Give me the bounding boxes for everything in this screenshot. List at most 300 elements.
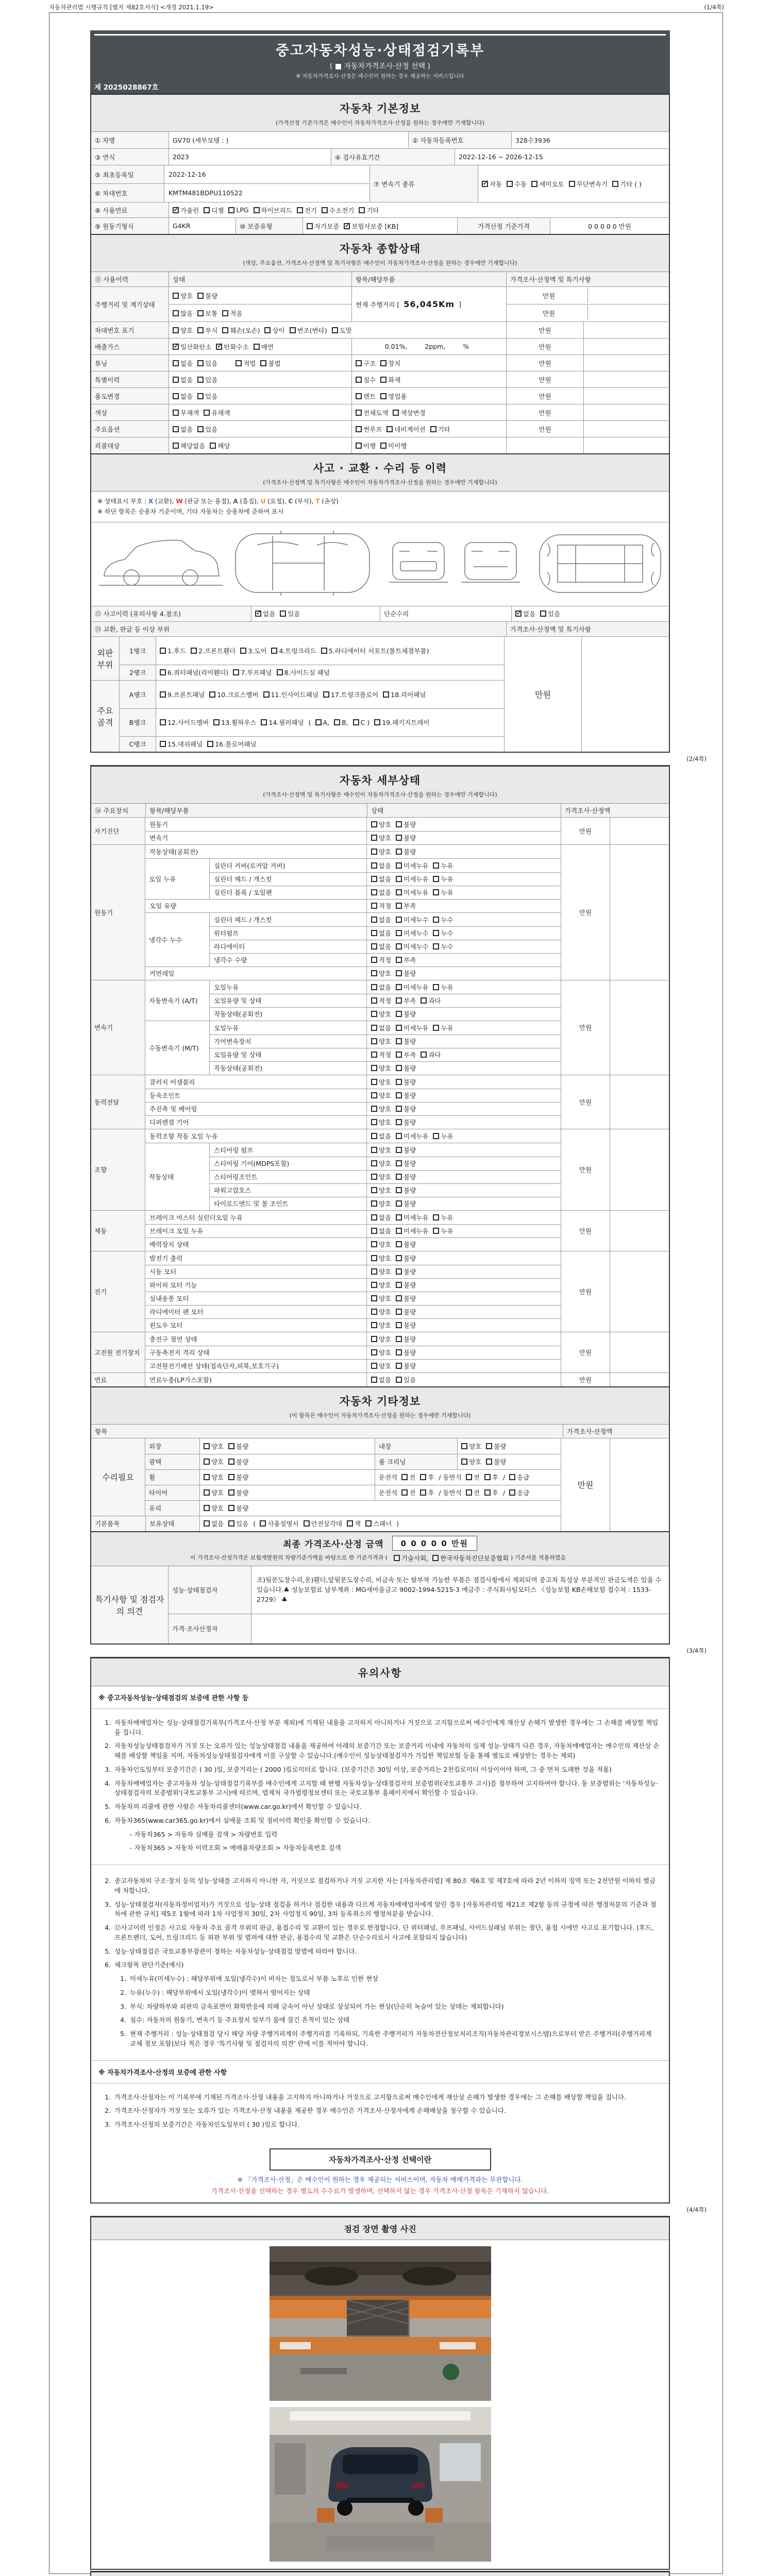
- checkbox: [396, 955, 416, 964]
- checkbox-label: 네비게이션: [394, 425, 426, 433]
- checkbox-box-icon: [396, 1255, 402, 1261]
- checkbox: [401, 1488, 415, 1497]
- checkbox: [197, 392, 217, 401]
- checkbox-box-icon: [380, 377, 386, 383]
- checkbox-box-icon: [396, 997, 402, 1004]
- checkbox-label: 구조: [363, 359, 376, 367]
- checkbox: [290, 326, 327, 335]
- checkbox-box-icon: [486, 1459, 492, 1465]
- checkbox-box-icon: [228, 207, 234, 213]
- checkbox-label: 없음: [379, 861, 392, 870]
- checkbox-box-icon: [371, 1187, 377, 1193]
- checkbox: [433, 874, 453, 884]
- document-subtitle: ( ■ 자동차가격조사·산정 선택 ): [329, 62, 431, 71]
- checkbox-label: 변조(변타): [297, 326, 327, 334]
- checkbox: [396, 874, 428, 884]
- item-label: 스티어링조인트: [210, 1171, 367, 1183]
- checkbox-box-icon: [396, 1309, 402, 1315]
- group-label: 전기: [91, 1251, 145, 1332]
- etc-title: 자동차 기타정보: [339, 1395, 421, 1408]
- checkbox-box-icon: [396, 1106, 402, 1112]
- checkbox-box-icon: [356, 360, 362, 366]
- checkbox: [260, 1519, 298, 1528]
- checkbox-box-icon: [396, 970, 402, 976]
- status-checks: [367, 1089, 561, 1102]
- checkbox-box-icon: [356, 393, 362, 399]
- interior-checks: [457, 1438, 561, 1454]
- checkbox-box-icon: [371, 1038, 377, 1044]
- checkbox: [160, 718, 209, 727]
- checkbox-box-icon: [433, 1214, 439, 1221]
- inspection-photo-rear-view: [270, 2407, 491, 2562]
- notice-text: 미세누유(미세누수) : 해당부위에 오일(냉각수)이 비치는 정도로서 부품 노후로 인한 현상: [130, 1975, 379, 1983]
- checkbox: [228, 1457, 248, 1466]
- status-checks: [367, 994, 561, 1007]
- checkbox-box-icon: [393, 410, 399, 416]
- final-appraisal-label: 최종 가격조사·산정 금액: [283, 1539, 384, 1550]
- checkbox-label: 양호: [379, 1308, 392, 1316]
- checkbox-label: 양호: [211, 1504, 224, 1513]
- checkbox-label: 8.사이드실 패널: [284, 669, 330, 677]
- notice-number: 1.: [105, 1718, 111, 1726]
- page1-box: [90, 93, 670, 753]
- notice-item: [98, 1718, 660, 1738]
- recall-checks: [169, 437, 351, 453]
- checkbox-box-icon: [371, 903, 377, 909]
- checkbox-box-icon: [484, 1474, 491, 1480]
- notice-text: 가격조사·산정자가 거짓 또는 오류가 있는 가격조사·산정 내용을 제공한 경우 매수인은 가격조사·산정자에게 손해배상을 청구할 수 있습니다.: [114, 2107, 506, 2115]
- vehicle-diagram-svg: [91, 524, 671, 602]
- status-checks: [367, 1171, 561, 1183]
- base-price-value: 0 0 0 0 0 만원: [550, 218, 669, 234]
- vin-row: [91, 183, 369, 202]
- checkbox-box-icon: [396, 1214, 402, 1221]
- checkbox-box-icon: [420, 1474, 426, 1480]
- row-mileage: [91, 286, 669, 321]
- tuning-checks: [169, 355, 351, 371]
- warranty-label: ⑩ 보증유형: [236, 218, 303, 234]
- checkbox: [322, 206, 354, 215]
- checkbox: [371, 1117, 391, 1127]
- checkbox-box-icon: [209, 691, 215, 698]
- checkbox-box-icon: [236, 360, 242, 366]
- checkbox: [371, 1050, 391, 1059]
- checkbox: [396, 996, 416, 1005]
- row-tire: [145, 1485, 561, 1500]
- emission-checks: [169, 338, 351, 354]
- base-price-label: 가격산정 기준가격: [457, 218, 550, 234]
- checkbox-box-icon: [173, 393, 179, 399]
- notice-item: [98, 2106, 660, 2116]
- col-item: 항목/해당부품: [351, 272, 506, 286]
- checkbox-box-icon: [371, 1147, 377, 1153]
- status-checks: [367, 967, 561, 980]
- checkbox-label: 불량: [494, 1442, 507, 1450]
- checkbox-box-icon: [396, 1377, 402, 1383]
- checkbox-box-icon: [371, 997, 377, 1004]
- checkbox-label: 불량: [404, 1064, 416, 1073]
- checkbox-box-icon: [484, 1489, 491, 1496]
- text-run: (: [253, 1519, 256, 1528]
- vehicle-diagram: [91, 522, 669, 606]
- notice-text: 침수: 자동차의 원동기, 변속기 등 주요장치 일부가 물에 잠긴 흔적이 있는 상태: [130, 2016, 350, 2024]
- opinion-table: [91, 1566, 669, 1643]
- text-run: 현재 주행거리 [: [356, 300, 400, 309]
- etc-band: [91, 1386, 669, 1425]
- legend-line-1: [97, 496, 663, 506]
- checkbox-label: 양호: [180, 326, 193, 334]
- item-label: 작동상태(공회전): [210, 1008, 367, 1021]
- detail-title: 자동차 세부상태: [339, 774, 421, 787]
- accident-band: [91, 453, 669, 492]
- status-checks: [367, 818, 561, 831]
- checkbox-label: 누유: [441, 1227, 453, 1235]
- checkbox-label: 부족: [404, 902, 416, 910]
- repair-group: [91, 1438, 561, 1516]
- checkbox-label: 기술사회,: [401, 1554, 429, 1562]
- sub-group-label: 냉각수 누수: [145, 913, 210, 967]
- checkbox: [209, 690, 258, 699]
- checkbox-box-icon: [271, 648, 277, 654]
- checkbox-box-icon: [371, 1363, 377, 1369]
- checkbox-label: 기타: [438, 425, 450, 433]
- checkbox: [359, 206, 379, 215]
- item-label: 충전구 절연 상태: [145, 1332, 367, 1346]
- checkbox-box-icon: [396, 1025, 402, 1031]
- checkbox: [204, 408, 230, 417]
- checkbox-box-icon: [433, 889, 439, 895]
- inspector-label: 성능·상태점검자: [169, 1566, 251, 1614]
- tuning-label: 튜닝: [91, 355, 169, 371]
- checkbox-label: 불량: [236, 1489, 249, 1497]
- checkbox-label: 없음: [180, 425, 193, 433]
- status-checks: [367, 1238, 561, 1251]
- notice-number: 3.: [105, 1900, 111, 1908]
- price-unit: 만원: [506, 388, 583, 404]
- checkbox-box-icon: [396, 1065, 402, 1071]
- group-engine: [91, 844, 669, 980]
- checkbox-label: 없음: [379, 889, 392, 897]
- item-label: 구동축전지 격리 상태: [145, 1346, 367, 1359]
- checkbox-box-icon: [531, 181, 537, 187]
- checkbox-box-icon: [160, 669, 166, 675]
- checkbox-label: 1.후드: [167, 647, 187, 655]
- checkbox-label: 적정: [379, 956, 392, 964]
- checkbox: [396, 1226, 428, 1235]
- notice-number: 3.: [105, 2121, 111, 2129]
- checkbox-label: 17.트렁크플로어: [330, 690, 379, 699]
- warranty-notice-list: [91, 1709, 669, 1865]
- special-checks: [169, 371, 351, 387]
- status-checks: [367, 1360, 561, 1372]
- checkbox: [356, 359, 376, 368]
- usage-label: 용도변경: [91, 388, 169, 404]
- checkbox: [433, 888, 453, 897]
- notice-text: 자동차인도일부터 보증기간은 ( 30 )일, 보증거리는 ( 2000 )킬로미터로 합니다. (보증기간은 30일 이상, 보증거리는 2천킬로미터 이상이어야 하며, 그 중 먼저 도래한 것을 적용): [114, 1765, 612, 1773]
- legend-symbol: C: [288, 498, 293, 505]
- checkbox: [383, 690, 426, 699]
- checkbox-label: 있음: [205, 425, 218, 433]
- exterior-checks: [199, 1438, 375, 1454]
- checkbox-box-icon: [263, 691, 270, 698]
- notice-number: 4.: [120, 2016, 126, 2024]
- checkbox-box-icon: [228, 1459, 234, 1465]
- checkbox-box-icon: [396, 1228, 402, 1234]
- checkbox-box-icon: [396, 835, 402, 841]
- checkbox-box-icon: [371, 1241, 377, 1247]
- notice-number: [114, 1830, 126, 1840]
- col-appraisal: 가격조사·산정액: [561, 804, 669, 817]
- checkbox-box-icon: [371, 1200, 377, 1207]
- text-run: ]: [459, 300, 461, 308]
- checkbox-label: 미세누수: [404, 929, 429, 938]
- checkbox-label: 많음: [180, 309, 193, 317]
- checkbox-box-icon: [191, 648, 197, 654]
- notice-number: 5.: [105, 1803, 111, 1811]
- document-header: [90, 30, 670, 93]
- status-checks: [367, 1021, 561, 1035]
- checkbox-box-icon: [307, 223, 313, 229]
- simple-repair-checks: [511, 606, 669, 621]
- notice-text: 성능·상태점검자(자동차정비업자)가 거짓으로 성능·상태 점검을 하거나 점검한 내용과 다르게 자동차매매업자에게 알린 경우 [자동차관리법 제21조 제2항 등의 규정에 따른 행정처분의 기준과 절차에 관한 규칙] 제5조 1항에 따라 1차 사업정지 30일, 2차 사업정지 90일, 3차 등록취소의 행정처분을 받습니다.: [114, 1900, 657, 1918]
- checkbox-box-icon: [197, 293, 204, 299]
- checkbox-box-icon: [396, 849, 402, 855]
- row-reg-vin-trans: [91, 165, 669, 202]
- exchange-note: [581, 637, 669, 752]
- checkbox-label: 수소전기: [329, 206, 355, 214]
- rankA-label: A랭크: [120, 681, 156, 708]
- checkbox-label: 유채색: [211, 409, 230, 417]
- item-label: 오일 유량: [145, 900, 367, 912]
- note-cell: [610, 1211, 669, 1251]
- checkbox-label: 15.대쉬패널: [167, 740, 203, 749]
- checkbox-box-icon: [509, 1489, 515, 1496]
- checkbox-label: 불량: [404, 1010, 416, 1019]
- detail-note: (가격조사·산정액 및 특기사항은 매수인이 자동차가격조사·산정을 원하는 경우에만 기재합니다): [263, 791, 497, 798]
- item-label: 실린더 커버(로커암 커버): [210, 859, 367, 872]
- checkbox-label: 누유: [441, 875, 453, 884]
- checkbox: [433, 1131, 453, 1141]
- checkbox: [280, 609, 300, 618]
- checkbox-box-icon: [204, 410, 210, 416]
- checkbox-box-icon: [173, 410, 179, 416]
- item-label: 동력조향 작동 오일 누유: [145, 1129, 367, 1143]
- checkbox: [173, 425, 193, 434]
- notice-text: 체크항목 판단기준(예시): [114, 1961, 184, 1969]
- checkbox-box-icon: [233, 669, 239, 675]
- recall-label: 리콜대상: [91, 437, 169, 453]
- checkbox-checked: [344, 222, 398, 231]
- checkbox-box-icon: [160, 741, 166, 747]
- checkbox: [396, 888, 428, 897]
- checkbox-box-icon: [173, 426, 179, 432]
- checkbox-box-icon: [197, 327, 204, 333]
- checkbox-box-icon: [344, 223, 350, 229]
- fuel-checks: [169, 202, 669, 217]
- checkbox-box-icon: [371, 889, 377, 895]
- checkbox: [569, 179, 608, 189]
- notice-text: 부식: 차량하부와 외판의 금속표면이 화학반응에 의해 금속이 아닌 상태로 상실되어 가는 현상(단순히 녹슬어 있는 상태는 제외합니다): [130, 2002, 504, 2010]
- checkbox: [396, 1117, 416, 1127]
- notice-item: [98, 2120, 660, 2130]
- notice-number: 2.: [105, 2107, 111, 2115]
- checkbox: [204, 1503, 224, 1513]
- price-unit: 만원: [561, 845, 610, 980]
- law-reference: 자동차관리법 시행규칙 [별지 제82호서식] <개정 2021.1.19>: [49, 4, 214, 11]
- checkbox: [254, 206, 292, 215]
- text-run: 0.01%,: [384, 343, 408, 350]
- group-label: 조향: [91, 1129, 145, 1210]
- checkbox: [321, 646, 429, 655]
- status-checks: [367, 1129, 561, 1143]
- exchange-header-price: 가격조사·산정액 및 특기사항: [506, 622, 669, 636]
- item-label: 커먼레일: [145, 967, 367, 980]
- checkbox: [371, 874, 391, 884]
- etc-table: [91, 1425, 669, 1531]
- checkbox-box-icon: [371, 1160, 377, 1166]
- checkbox-box-icon: [356, 443, 362, 449]
- row-recall: [91, 437, 669, 453]
- checkbox: [433, 982, 453, 992]
- group-high-voltage: [91, 1332, 669, 1372]
- checkbox: [540, 609, 560, 618]
- checkbox: [394, 1553, 428, 1563]
- checkbox: [356, 375, 376, 384]
- checkbox: [420, 1472, 434, 1482]
- checkbox-box-icon: [322, 207, 328, 213]
- simple-repair-label: 단순수리: [380, 606, 511, 621]
- checkbox: [173, 375, 193, 384]
- notice-number: [114, 1843, 126, 1853]
- price-unit: 만원: [561, 980, 610, 1075]
- notices-box: [90, 1657, 670, 2204]
- checkbox-box-icon: [260, 1520, 266, 1527]
- text-run: /: [502, 1473, 506, 1481]
- row-glass: [145, 1500, 561, 1516]
- rankB-row: [120, 708, 504, 736]
- status-checks: [367, 1048, 561, 1061]
- group-label: 고전원 전기장치: [91, 1332, 145, 1372]
- usage-checks: [169, 388, 351, 404]
- checkbox-box-icon: [173, 310, 179, 316]
- checkbox: [433, 915, 453, 924]
- notice-number: 3.: [105, 1765, 111, 1773]
- notice-number: 3.: [120, 2002, 126, 2010]
- price-unit: 만원: [561, 1129, 610, 1210]
- checkbox-box-icon: [371, 1295, 377, 1301]
- checkbox: [160, 690, 205, 699]
- row-usage-change: [91, 387, 669, 404]
- note-cell: [583, 322, 669, 338]
- checkbox: [486, 1442, 506, 1451]
- checkbox-label: 없음: [523, 610, 536, 618]
- price-unit: 만원: [506, 371, 583, 387]
- wheel-position-checks: [375, 1470, 561, 1485]
- checkbox-box-icon: [540, 611, 546, 617]
- checkbox-box-icon: [204, 1459, 210, 1465]
- checkbox: [371, 1280, 391, 1290]
- checkbox-label: 불량: [404, 1173, 416, 1181]
- checkbox-label: 16.플로어패널: [215, 740, 257, 749]
- checkbox-label: 과다: [428, 1051, 441, 1059]
- checkbox-label: 있음: [404, 1376, 416, 1384]
- checkbox-box-icon: [432, 1555, 439, 1561]
- final-appraisal-band: [91, 1531, 669, 1566]
- car-name-label: ① 차명: [91, 132, 169, 148]
- etc-note-cell: [610, 1438, 669, 1531]
- checkbox-label: 불량: [404, 848, 416, 856]
- legend-desc: (교환),: [153, 498, 176, 505]
- checkbox-box-icon: [383, 691, 389, 698]
- checkbox-box-icon: [386, 426, 393, 432]
- checkbox: [277, 668, 330, 677]
- checkbox: [260, 359, 280, 368]
- checkbox-box-icon: [228, 1505, 234, 1511]
- status-checks: [367, 859, 561, 872]
- item-label: 실린더 헤드 / 개스킷: [210, 873, 367, 886]
- room-cleaning-checks: [457, 1454, 561, 1469]
- checkbox-label: 누유: [441, 861, 453, 870]
- options-item: [351, 421, 506, 437]
- sub-group-label: 작동상태: [145, 1143, 210, 1210]
- col-part: 항목/해당부품: [145, 804, 367, 817]
- checkbox-label: 불량: [236, 1458, 249, 1466]
- checkbox-label: 양호: [469, 1442, 482, 1450]
- checkbox: [433, 1023, 453, 1032]
- notice-number: 2.: [120, 1988, 126, 1996]
- checkbox-box-icon: [396, 862, 402, 869]
- checkbox: [396, 847, 416, 856]
- checkbox-label: 9.프론트패널: [167, 690, 205, 699]
- note-cell: [587, 306, 588, 320]
- inspection-photo-underbody: [270, 2246, 491, 2401]
- checkbox: [332, 326, 352, 335]
- notice-number: 4.: [105, 1924, 111, 1932]
- checkbox-label: 전: [409, 1473, 416, 1482]
- mileage-price-2: [506, 304, 669, 321]
- note-cell: [583, 355, 669, 371]
- checkbox: [396, 833, 416, 842]
- checkbox-box-icon: [371, 1092, 377, 1098]
- document-service-note: ※ 자동차가격조사·산정은 매수인이 원하는 경우 제공하는 서비스입니다: [296, 73, 464, 79]
- price-unit: 만원: [506, 322, 583, 338]
- rankC-items: [156, 737, 504, 752]
- checkbox-box-icon: [332, 327, 338, 333]
- status-checks: [367, 1373, 561, 1386]
- checkbox-label: 과다: [428, 997, 441, 1005]
- page-number-1: (1/4쪽): [704, 4, 724, 11]
- status-checks: [367, 900, 561, 912]
- item-label: 타이로드엔드 및 볼 조인트: [210, 1197, 367, 1210]
- price-unit: [506, 437, 583, 453]
- checkbox: [197, 291, 217, 300]
- notice-item: [98, 1802, 660, 1812]
- notice-text: 현재 주행거리 : 성능·상태점검 당시 해당 차량 주행거리계의 주행거리를 기록하되, 기록한 주행거리가 자동차전산정보처리조직(자동차관리정보시스템)으로부터 받은 주행거리(주행거리계 교체 정보 포함)보다 적은 경우 '특기사항 및 점검자의 의견' 란에 이를 적어야 합니다.: [130, 2030, 652, 2047]
- notice-item: [98, 1876, 660, 1896]
- checkbox-label: 불량: [404, 1146, 416, 1154]
- checkbox-box-icon: [396, 1241, 402, 1247]
- group-label: 원동기: [91, 845, 145, 980]
- checkbox-label: 훼손(오손): [230, 326, 260, 334]
- checkbox-label: 미세누유: [404, 889, 429, 897]
- exterior-label: 외장: [145, 1438, 199, 1454]
- checkbox-box-icon: [396, 903, 402, 909]
- checkbox-label: 응급: [517, 1473, 530, 1482]
- checkbox-label: 누유: [441, 1024, 453, 1032]
- item-label: 오일유량 및 상태: [210, 994, 367, 1007]
- status-checks: [367, 1103, 561, 1115]
- checkbox-box-icon: [173, 293, 179, 299]
